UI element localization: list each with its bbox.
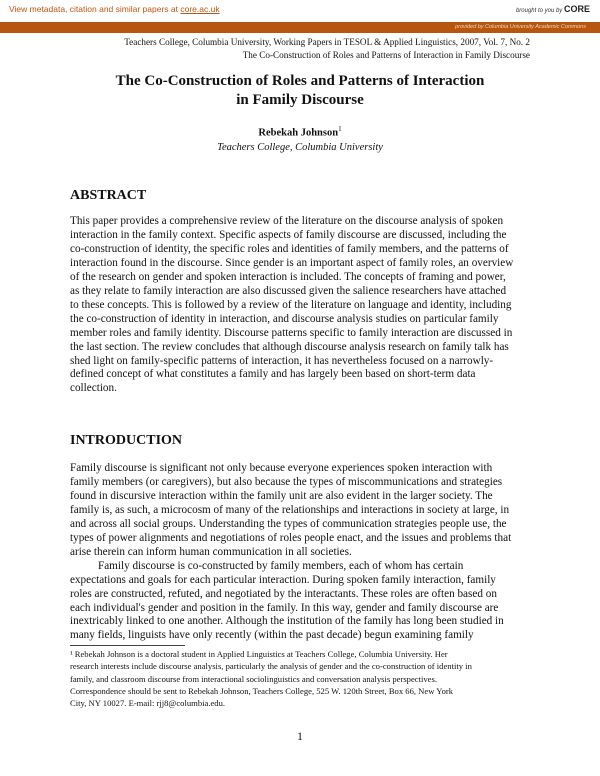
running-header-2: The Co-Construction of Roles and Patterns of Interaction in Family Discourse — [242, 50, 530, 60]
text-line: roles are constructed, refuted, and negotiated by the interactants. These roles are often based on — [70, 587, 497, 600]
core-logo: CORE — [563, 4, 590, 14]
introduction-text — [70, 462, 532, 643]
text-line: interaction found in the discourse. Since gender is an important aspect of family roles, an overview — [70, 256, 514, 269]
text-line: Correspondence should be sent to Rebekah Johnson, Teachers College, 525 W. 120th Street, Box 66, New York — [70, 685, 454, 696]
title-line: The Co-Construction of Roles and Patterns of Interaction — [115, 73, 485, 89]
view-metadata-link[interactable] — [9, 4, 220, 14]
running-header-1: Teachers College, Columbia University, Working Papers in TESOL & Applied Linguistics, 2007, Vol. 7, No. 2 — [124, 37, 530, 47]
text-line: to these concepts. This is followed by a review of the literature on language and identity, including — [70, 298, 512, 311]
text-line: co-construction of identity, the specific roles and identities of family members, and the patterns of — [70, 242, 509, 255]
text-line: family is, as such, a microcosm of many of the relationships and interactions in society at large, in — [70, 503, 510, 516]
text-line: as they relate to family interaction are also discussed given the salience researchers have attached — [70, 284, 507, 297]
text-line: interaction in the family context. Specific aspects of family discourse are discussed, including the — [70, 228, 507, 241]
text-line: many fields, linguists have only recently (within the past decade) begun examining family — [70, 629, 474, 642]
introduction-heading: INTRODUCTION — [70, 433, 183, 448]
text-line: research interests include discourse analysis, particularly the analysis of gender and the co-construction of identity in — [70, 661, 472, 672]
provided-by: provided by Columbia University Academic Commons — [455, 24, 586, 30]
footnote-marker: 1 — [338, 125, 342, 133]
text-line: defined concept of what constitutes a family and has largely been based on short-term data — [70, 368, 476, 381]
core-link[interactable]: core.ac.uk — [180, 4, 220, 14]
text-line: collection. — [70, 382, 117, 395]
paper-title — [0, 72, 600, 110]
text-line: This paper provides a comprehensive review of the literature on the discourse analysis of spoken — [70, 215, 504, 227]
text-line: the last section. The review concludes that although discourse analysis research on family talk has — [70, 340, 509, 353]
text-line: of the research on gender and spoken interaction is included. The concepts of framing and power, — [70, 270, 506, 283]
text-line: City, NY 10027. E-mail: rjj8@columbia.edu. — [70, 698, 226, 709]
page-number: 1 — [297, 729, 303, 743]
brought-by[interactable] — [516, 4, 590, 14]
text-line: expectations and goals for each particular interaction. During spoken family interaction, family — [70, 573, 496, 586]
text-line: family, and classroom discourse from interactional sociolinguistics and conversation analysis perspectives. — [70, 673, 437, 684]
author-affiliation: Teachers College, Columbia University — [217, 141, 383, 153]
abstract-heading: ABSTRACT — [70, 188, 147, 203]
text-line: the co-construction of identity in interaction, and discourse analysis studies on particular family — [70, 312, 499, 325]
text-line: types of power alignments and negotiations of roles people enact, and the issues and problems that — [70, 531, 512, 544]
core-banner — [0, 0, 600, 22]
title-line: in Family Discourse — [236, 92, 364, 108]
author-name: Rebekah Johnson — [258, 127, 339, 139]
text-line: inextricably linked to one another. Although the institution of the family has long been studied in — [70, 615, 504, 628]
text-line: shed light on family-specific patterns of interaction, it has nevertheless focused on a narrowly- — [70, 354, 494, 367]
footnote — [70, 648, 472, 709]
footnote-rule — [70, 645, 185, 646]
text-line: Family discourse is co-constructed by family members, each of whom has certain — [70, 559, 464, 572]
text-line: arise therein can inform human communication in all societies. — [70, 545, 352, 558]
abstract-text — [70, 215, 532, 396]
text-line: family members (or caregivers), but also because the types of miscommunications and strategies — [70, 475, 503, 488]
link-prefix: View metadata, citation and similar papers at — [9, 4, 181, 14]
text-line: member roles and family identity. Discourse patterns specific to family interaction are discussed in — [70, 326, 513, 339]
text-line: Family discourse is significant not only because everyone experiences spoken interaction with — [70, 462, 493, 474]
author-block — [0, 122, 600, 155]
text-line: found in discursive interaction within the family unit are also evident in the larger society. The — [70, 489, 493, 502]
text-line: each individual's gender and position in the family. In this way, gender and family discourse are — [70, 601, 499, 614]
brought-text: brought to you by — [515, 8, 563, 14]
text-line: ¹ Rebekah Johnson is a doctoral student in Applied Linguistics at Teachers College, Columbia University. Her — [70, 649, 448, 659]
text-line: and across all social groups. Understanding the types of communication strategies people use, the — [70, 517, 507, 530]
